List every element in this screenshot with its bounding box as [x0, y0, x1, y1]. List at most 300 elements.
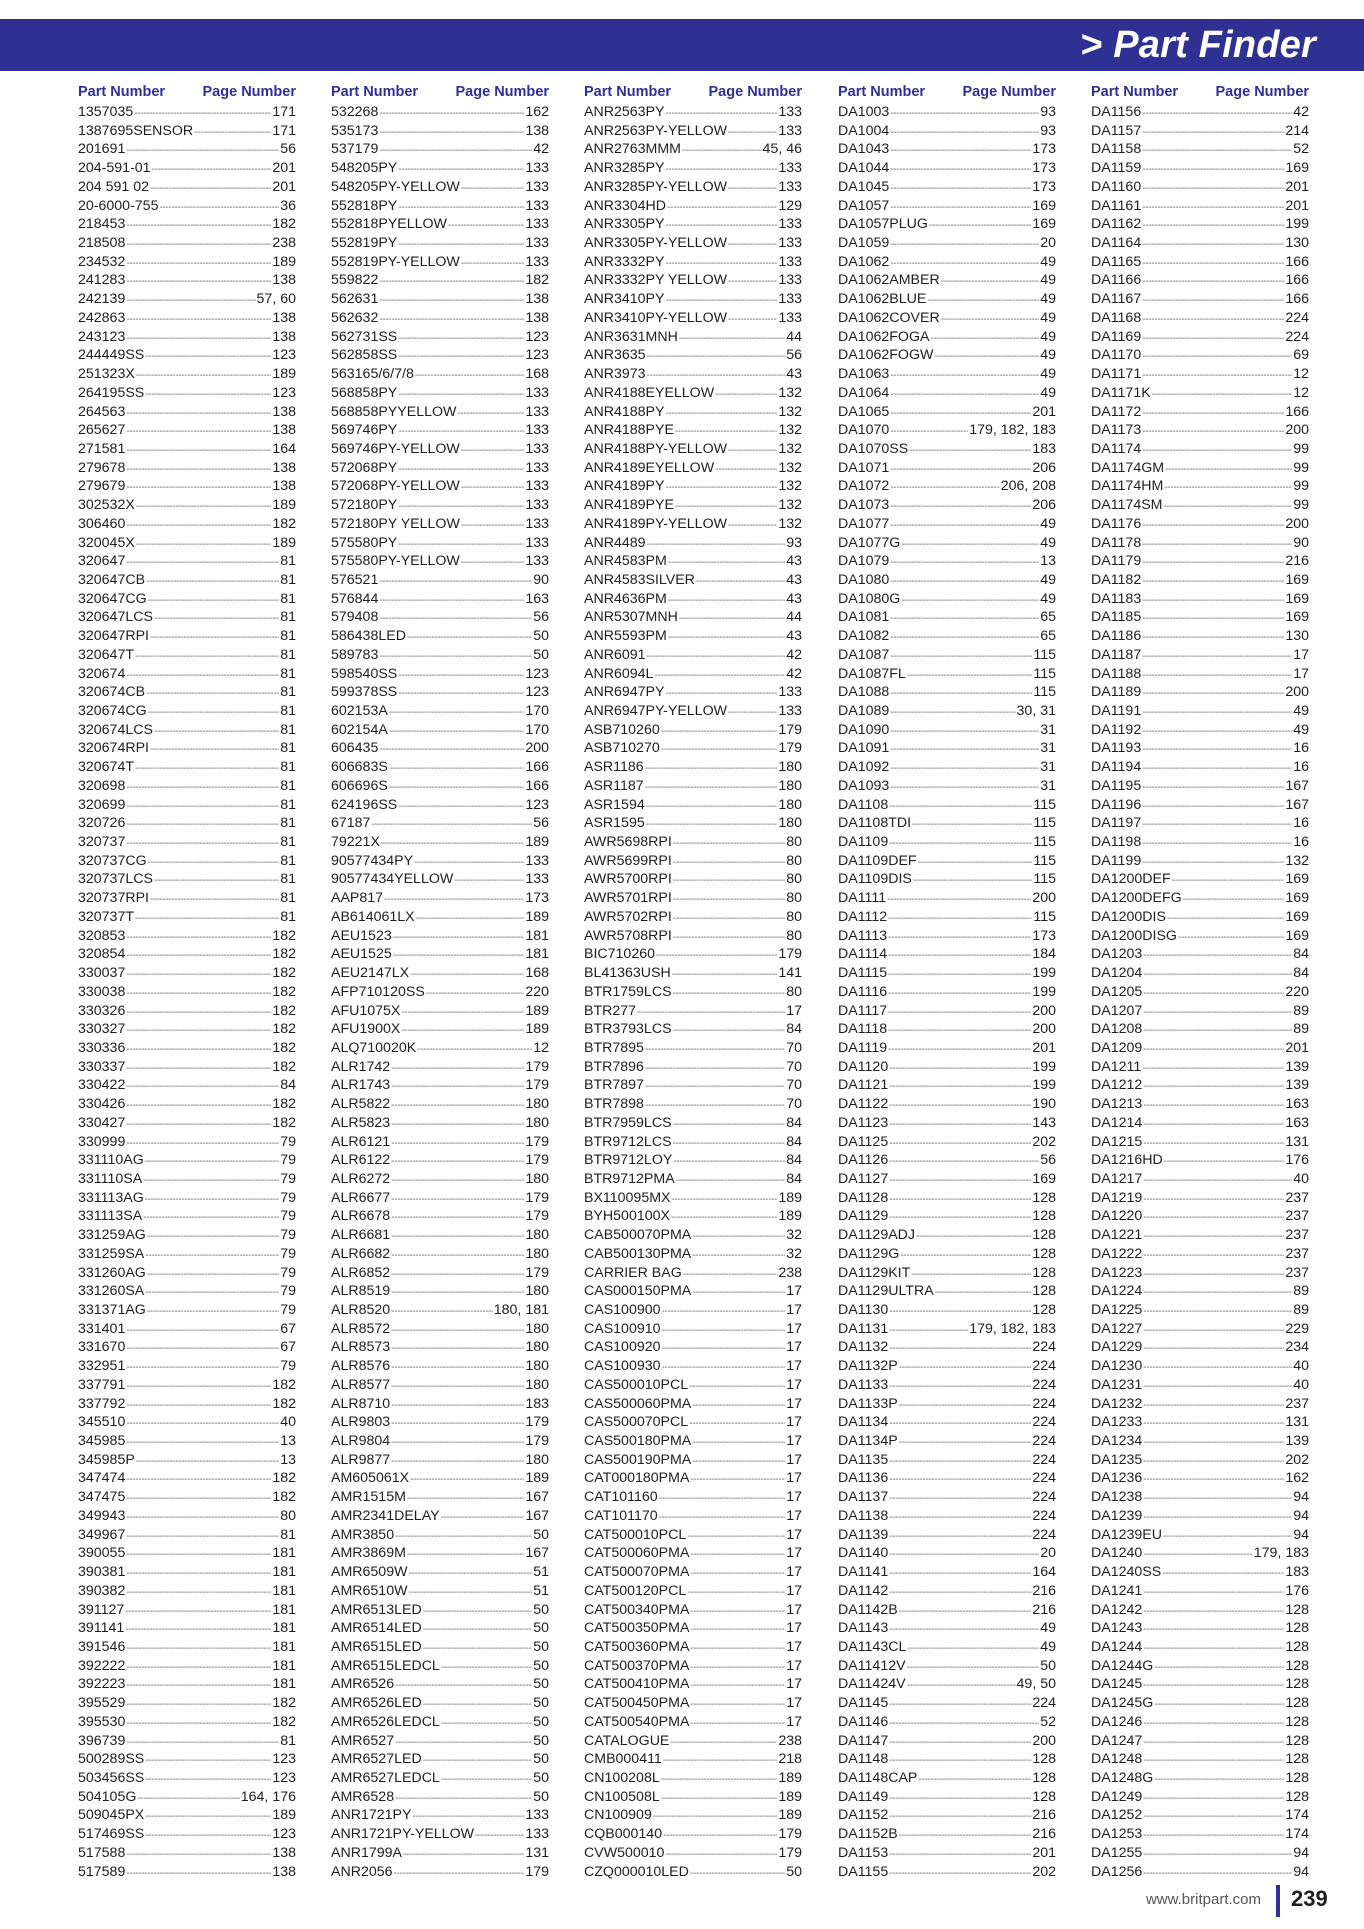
dot-leader [645, 1041, 785, 1060]
part-number: AMR6514LED [331, 1620, 422, 1637]
page-ref: 133 [778, 703, 802, 719]
page-ref: 81 [280, 590, 296, 607]
part-number: DA1108TDI [838, 815, 912, 832]
index-entry [584, 159, 802, 178]
index-entry [331, 870, 549, 889]
index-entry [1091, 253, 1309, 272]
index-entry [838, 1619, 1056, 1638]
index-entry [78, 796, 296, 815]
index-list [1091, 103, 1309, 1881]
dot-leader [1142, 199, 1284, 218]
index-entry [584, 103, 802, 122]
page-ref: 180, 181 [493, 1302, 549, 1318]
dot-leader [890, 741, 1039, 760]
index-list [838, 103, 1056, 1881]
page-ref: 176 [1285, 1152, 1309, 1169]
page-ref: 216 [1032, 1826, 1056, 1843]
index-entry [78, 1170, 296, 1189]
part-number: DA1171 [1091, 366, 1142, 383]
part-number: 331260SA [78, 1283, 145, 1300]
dot-leader [687, 1584, 785, 1603]
dot-leader [126, 273, 271, 292]
part-number: DA1162 [1091, 216, 1142, 233]
index-entry [584, 1544, 802, 1563]
page-ref: 133 [525, 384, 549, 401]
dot-leader [889, 1790, 1031, 1809]
part-number: DA1045 [838, 178, 890, 195]
index-entry [1091, 1320, 1309, 1339]
part-number: DA1064 [838, 384, 890, 401]
index-entry [838, 1788, 1056, 1807]
part-number: CAT500450PMA [584, 1695, 690, 1712]
index-entry [78, 1432, 296, 1451]
dot-leader [126, 217, 271, 236]
page-ref: 164 [272, 440, 296, 457]
dot-leader [145, 1808, 271, 1827]
part-number: DA1174 [1091, 440, 1142, 457]
part-number: DA1170 [1091, 347, 1142, 364]
dot-leader [126, 1584, 271, 1603]
part-number: 347475 [78, 1489, 126, 1506]
page-ref: 13 [280, 1433, 296, 1450]
index-entry [584, 665, 802, 684]
part-number: 568858PYYELLOW [331, 403, 457, 420]
part-number: 345985 [78, 1433, 126, 1450]
page-ref: 133 [525, 253, 549, 270]
dot-leader [645, 779, 778, 798]
page-ref: 84 [786, 1133, 802, 1150]
index-entry [1091, 1226, 1309, 1245]
page-ref: 179 [525, 1433, 549, 1450]
part-number: DA1141 [838, 1564, 889, 1581]
page-ref: 182 [272, 1039, 296, 1056]
index-entry [838, 1395, 1056, 1414]
index-entry [78, 365, 296, 384]
dot-leader [1142, 142, 1292, 161]
page-ref: 115 [1033, 908, 1056, 925]
index-entry [1091, 1245, 1309, 1264]
page-ref: 206, 208 [1000, 478, 1056, 495]
page-ref: 139 [1285, 1058, 1309, 1075]
dot-leader [667, 199, 777, 218]
dot-leader [728, 273, 777, 292]
part-number: ANR4189PY [584, 478, 665, 495]
index-entry [1091, 1413, 1309, 1432]
index-entry [78, 159, 296, 178]
part-number: DA1200DISG [1091, 927, 1177, 944]
dot-leader [689, 1378, 785, 1397]
index-entry [78, 1544, 296, 1563]
dot-leader [126, 1415, 279, 1434]
index-entry [331, 1133, 549, 1152]
dot-leader [663, 1827, 777, 1846]
page-ref: 128 [1032, 1264, 1056, 1281]
index-entry [331, 646, 549, 665]
part-number: ALR6122 [331, 1152, 391, 1169]
page-ref: 17 [786, 1339, 802, 1356]
index-entry [584, 1863, 802, 1882]
part-number: 320737 [78, 834, 126, 851]
dot-leader [645, 1060, 785, 1079]
page-ref: 176 [1285, 1582, 1309, 1599]
part-number: DA1062 [838, 253, 890, 270]
part-number: DA1245G [1091, 1695, 1154, 1712]
index-entry [78, 964, 296, 983]
page-ref: 199 [1032, 1058, 1056, 1075]
part-number: 331110AG [78, 1152, 144, 1169]
page-ref: 238 [778, 1264, 802, 1281]
part-number: DA1235 [1091, 1451, 1143, 1468]
index-entry [838, 1526, 1056, 1545]
dot-leader [1164, 1153, 1285, 1172]
part-number: 331113AG [78, 1189, 144, 1206]
page-ref: 130 [1285, 235, 1309, 252]
part-number: BYH500100X [584, 1208, 670, 1225]
page-ref: 169 [1032, 1170, 1056, 1187]
part-number: DA1205 [1091, 983, 1143, 1000]
page-ref: 80 [786, 834, 802, 851]
index-entry [331, 758, 549, 777]
part-number: DA1128 [838, 1189, 889, 1206]
page-ref: 133 [525, 553, 549, 570]
index-entry [331, 159, 549, 178]
dot-leader [889, 1415, 1031, 1434]
page-number-heading: Page Number [455, 84, 549, 100]
index-entry [584, 646, 802, 665]
part-number: ALR1742 [331, 1058, 391, 1075]
page-ref: 173 [1032, 160, 1056, 177]
dot-leader [126, 1060, 271, 1079]
part-number: BL41363USH [584, 965, 671, 982]
page-ref: 224 [1032, 1358, 1056, 1375]
index-entry [584, 477, 802, 496]
page-ref: 49 [1040, 515, 1056, 532]
index-entry [584, 346, 802, 365]
page-ref: 179 [778, 946, 802, 963]
page-ref: 81 [280, 646, 296, 663]
index-entry [331, 814, 549, 833]
index-entry [331, 1151, 549, 1170]
page-ref: 167 [525, 1489, 549, 1506]
index-entry [331, 1507, 549, 1526]
page-ref: 80 [786, 927, 802, 944]
page-ref: 123 [525, 328, 549, 345]
part-number: ALR5823 [331, 1114, 391, 1131]
dot-leader [1142, 442, 1292, 461]
dot-leader [461, 479, 525, 498]
page-ref: 237 [1285, 1264, 1309, 1281]
dot-leader [125, 1603, 271, 1622]
page-ref: 17 [786, 1489, 802, 1506]
page-ref: 132 [778, 384, 802, 401]
index-entry [1091, 814, 1309, 833]
page-ref: 133 [525, 440, 549, 457]
dot-leader [1143, 1097, 1284, 1116]
part-number: AEU2147LX [331, 965, 410, 982]
part-number: 337792 [78, 1395, 126, 1412]
part-number: AWR5699RPI [584, 852, 672, 869]
index-entry [331, 777, 549, 796]
dot-leader [1142, 273, 1284, 292]
part-number: DA1145 [838, 1695, 889, 1712]
dot-leader [941, 273, 1039, 292]
dot-leader [1143, 1266, 1284, 1285]
index-entry [1091, 1301, 1309, 1320]
index-entry [78, 683, 296, 702]
page-ref: 17 [786, 1451, 802, 1468]
index-entry [78, 590, 296, 609]
index-entry [838, 1844, 1056, 1863]
page-ref: 31 [1040, 721, 1056, 738]
dot-leader [934, 348, 1039, 367]
part-number: DA1219 [1091, 1189, 1143, 1206]
index-entry [1091, 234, 1309, 253]
page-ref: 169 [1285, 571, 1309, 588]
index-entry [584, 1095, 802, 1114]
index-list [331, 103, 549, 1881]
part-number: CAT500410PMA [584, 1676, 690, 1693]
index-entry [331, 1825, 549, 1844]
part-number: DA1116 [838, 983, 888, 1000]
dot-leader [391, 1266, 524, 1285]
part-number: DA1062AMBER [838, 272, 940, 289]
dot-leader [889, 1378, 1031, 1397]
page-ref: 79 [280, 1208, 296, 1225]
page-ref: 128 [1285, 1601, 1309, 1618]
part-number: AFP710120SS [331, 983, 425, 1000]
dot-leader [379, 573, 532, 592]
part-number: DA1129ADJ [838, 1227, 916, 1244]
page-number: 239 [1291, 1886, 1328, 1911]
dot-leader [1142, 629, 1284, 648]
page-ref: 56 [533, 609, 549, 626]
dot-leader [679, 330, 785, 349]
page-ref: 182 [272, 1470, 296, 1487]
page-ref: 181 [272, 1582, 296, 1599]
page-ref: 17 [786, 1601, 802, 1618]
part-number: 243123 [78, 328, 126, 345]
dot-leader [1143, 966, 1292, 985]
index-entry [331, 122, 549, 141]
dot-leader [890, 629, 1039, 648]
part-number: ANR3635 [584, 347, 646, 364]
part-number: DA1079 [838, 553, 890, 570]
dot-leader [890, 760, 1039, 779]
index-entry [331, 253, 549, 272]
index-entry [838, 1507, 1056, 1526]
page-ref: 17 [786, 1676, 802, 1693]
page-ref: 89 [1293, 1021, 1309, 1038]
dot-leader [379, 592, 524, 611]
dot-leader [659, 1490, 786, 1509]
part-number: 572068PY [331, 459, 398, 476]
dot-leader [662, 1322, 786, 1341]
dot-leader [379, 124, 524, 143]
page-ref: 94 [1293, 1526, 1309, 1543]
dot-leader [148, 592, 280, 611]
part-number: CQB000140 [584, 1826, 663, 1843]
part-number: DA1220 [1091, 1208, 1143, 1225]
part-number: DA1119 [838, 1039, 888, 1056]
part-number: DA1152B [838, 1826, 898, 1843]
index-entry [78, 927, 296, 946]
index-entry [1091, 1395, 1309, 1414]
part-number: BTR7959LCS [584, 1114, 672, 1131]
page-ref: 81 [280, 777, 296, 794]
index-entry [838, 665, 1056, 684]
dot-leader [126, 1659, 271, 1678]
index-entry [331, 1769, 549, 1788]
page-ref: 67 [280, 1339, 296, 1356]
index-entry [838, 1114, 1056, 1133]
dot-leader [673, 854, 785, 873]
index-entry [78, 646, 296, 665]
page-ref: 123 [272, 1826, 296, 1843]
page-ref: 133 [525, 1807, 549, 1824]
page-ref: 89 [1293, 1283, 1309, 1300]
dot-leader [672, 1191, 778, 1210]
dot-leader [126, 423, 271, 442]
dot-leader [1142, 592, 1284, 611]
index-entry [584, 1769, 802, 1788]
index-entry [838, 1825, 1056, 1844]
dot-leader [126, 985, 271, 1004]
page-ref: 115 [1033, 684, 1056, 701]
dot-leader [690, 1659, 785, 1678]
part-number: ALR9804 [331, 1433, 391, 1450]
index-entry [78, 440, 296, 459]
dot-leader [1143, 1322, 1284, 1341]
part-number: DA1070SS [838, 440, 909, 457]
part-number: 320647CG [78, 590, 147, 607]
part-number: DA1216HD [1091, 1152, 1163, 1169]
index-entry [331, 477, 549, 496]
part-number: ANR3304HD [584, 197, 667, 214]
page-ref: 180 [525, 1320, 549, 1337]
dot-leader [126, 554, 279, 573]
index-entry [78, 1376, 296, 1395]
index-entry [78, 1207, 296, 1226]
page-ref: 79 [280, 1227, 296, 1244]
part-number: DA1148CAP [838, 1769, 918, 1786]
page-ref: 139 [1285, 1433, 1309, 1450]
page-ref: 128 [1285, 1676, 1309, 1693]
page-ref: 224 [1032, 1451, 1056, 1468]
page-ref: 182 [272, 927, 296, 944]
index-entry [584, 908, 802, 927]
index-entry [838, 140, 1056, 159]
dot-leader [371, 816, 532, 835]
dot-leader [673, 1135, 786, 1154]
dot-leader [672, 966, 778, 985]
index-entry [584, 1657, 802, 1676]
part-number: DA1093 [838, 777, 890, 794]
dot-leader [1154, 1659, 1284, 1678]
page-ref: 133 [525, 178, 549, 195]
index-entry [1091, 1020, 1309, 1039]
index-entry [1091, 1769, 1309, 1788]
page-ref: 133 [778, 160, 802, 177]
dot-leader [890, 142, 1031, 161]
part-number: BTR9712LCS [584, 1133, 672, 1150]
part-number: DA1176 [1091, 515, 1142, 532]
page-ref: 133 [778, 291, 802, 308]
index-entry [78, 814, 296, 833]
index-entry [331, 1039, 549, 1058]
dot-leader [441, 1509, 525, 1528]
index-column-3 [584, 83, 802, 1881]
index-entry [838, 234, 1056, 253]
page-ref: 182 [272, 1395, 296, 1412]
part-number: ASB710260 [584, 721, 660, 738]
index-entry [1091, 1002, 1309, 1021]
page-ref: 81 [280, 908, 296, 925]
index-entry [584, 365, 802, 384]
index-entry [584, 1338, 802, 1357]
page-ref: 167 [1285, 777, 1309, 794]
index-entry [838, 1582, 1056, 1601]
index-entry [584, 627, 802, 646]
page-ref: 70 [786, 1039, 802, 1056]
index-entry [331, 796, 549, 815]
dot-leader [941, 311, 1039, 330]
dot-leader [1143, 1359, 1292, 1378]
dot-leader [1142, 161, 1284, 180]
part-number: ANR6947PY-YELLOW [584, 703, 727, 719]
page-ref: 49 [1040, 534, 1056, 551]
index-entry [331, 1488, 549, 1507]
part-number: ANR6091 [584, 646, 646, 663]
index-entry [838, 1563, 1056, 1582]
page-ref: 173 [1032, 178, 1056, 195]
page-ref: 50 [533, 1695, 549, 1712]
dot-leader [1142, 741, 1292, 760]
dot-leader [150, 741, 279, 760]
part-number: DA1223 [1091, 1264, 1143, 1281]
page-ref: 17 [786, 1002, 802, 1019]
index-entry [1091, 1357, 1309, 1376]
part-number: ALR6121 [331, 1133, 391, 1150]
index-entry [331, 1338, 549, 1357]
part-number: DA1231 [1091, 1376, 1143, 1393]
page-ref: 133 [525, 1826, 549, 1843]
page-ref: 183 [1032, 440, 1056, 457]
index-entry [1091, 496, 1309, 515]
part-number: 306460 [78, 515, 126, 532]
index-entry [78, 1189, 296, 1208]
part-number: 562858SS [331, 347, 398, 364]
index-entry [331, 945, 549, 964]
dot-leader [1142, 667, 1292, 686]
dot-leader [728, 442, 777, 461]
page-ref: 138 [525, 309, 549, 326]
index-entry [331, 1395, 549, 1414]
page-ref: 180 [525, 1170, 549, 1187]
page-ref: 189 [525, 834, 549, 851]
page-ref: 189 [778, 1807, 802, 1824]
page-ref: 189 [525, 908, 549, 925]
page-ref: 173 [525, 890, 549, 907]
dot-leader [673, 929, 785, 948]
part-number: CAT500060PMA [584, 1545, 690, 1562]
part-number: 320698 [78, 777, 126, 794]
index-entry [1091, 777, 1309, 796]
index-entry [584, 1114, 802, 1133]
page-ref: 133 [525, 497, 549, 514]
part-number: 271581 [78, 440, 126, 457]
dot-leader [1143, 1865, 1292, 1884]
page-ref: 167 [525, 1507, 549, 1524]
